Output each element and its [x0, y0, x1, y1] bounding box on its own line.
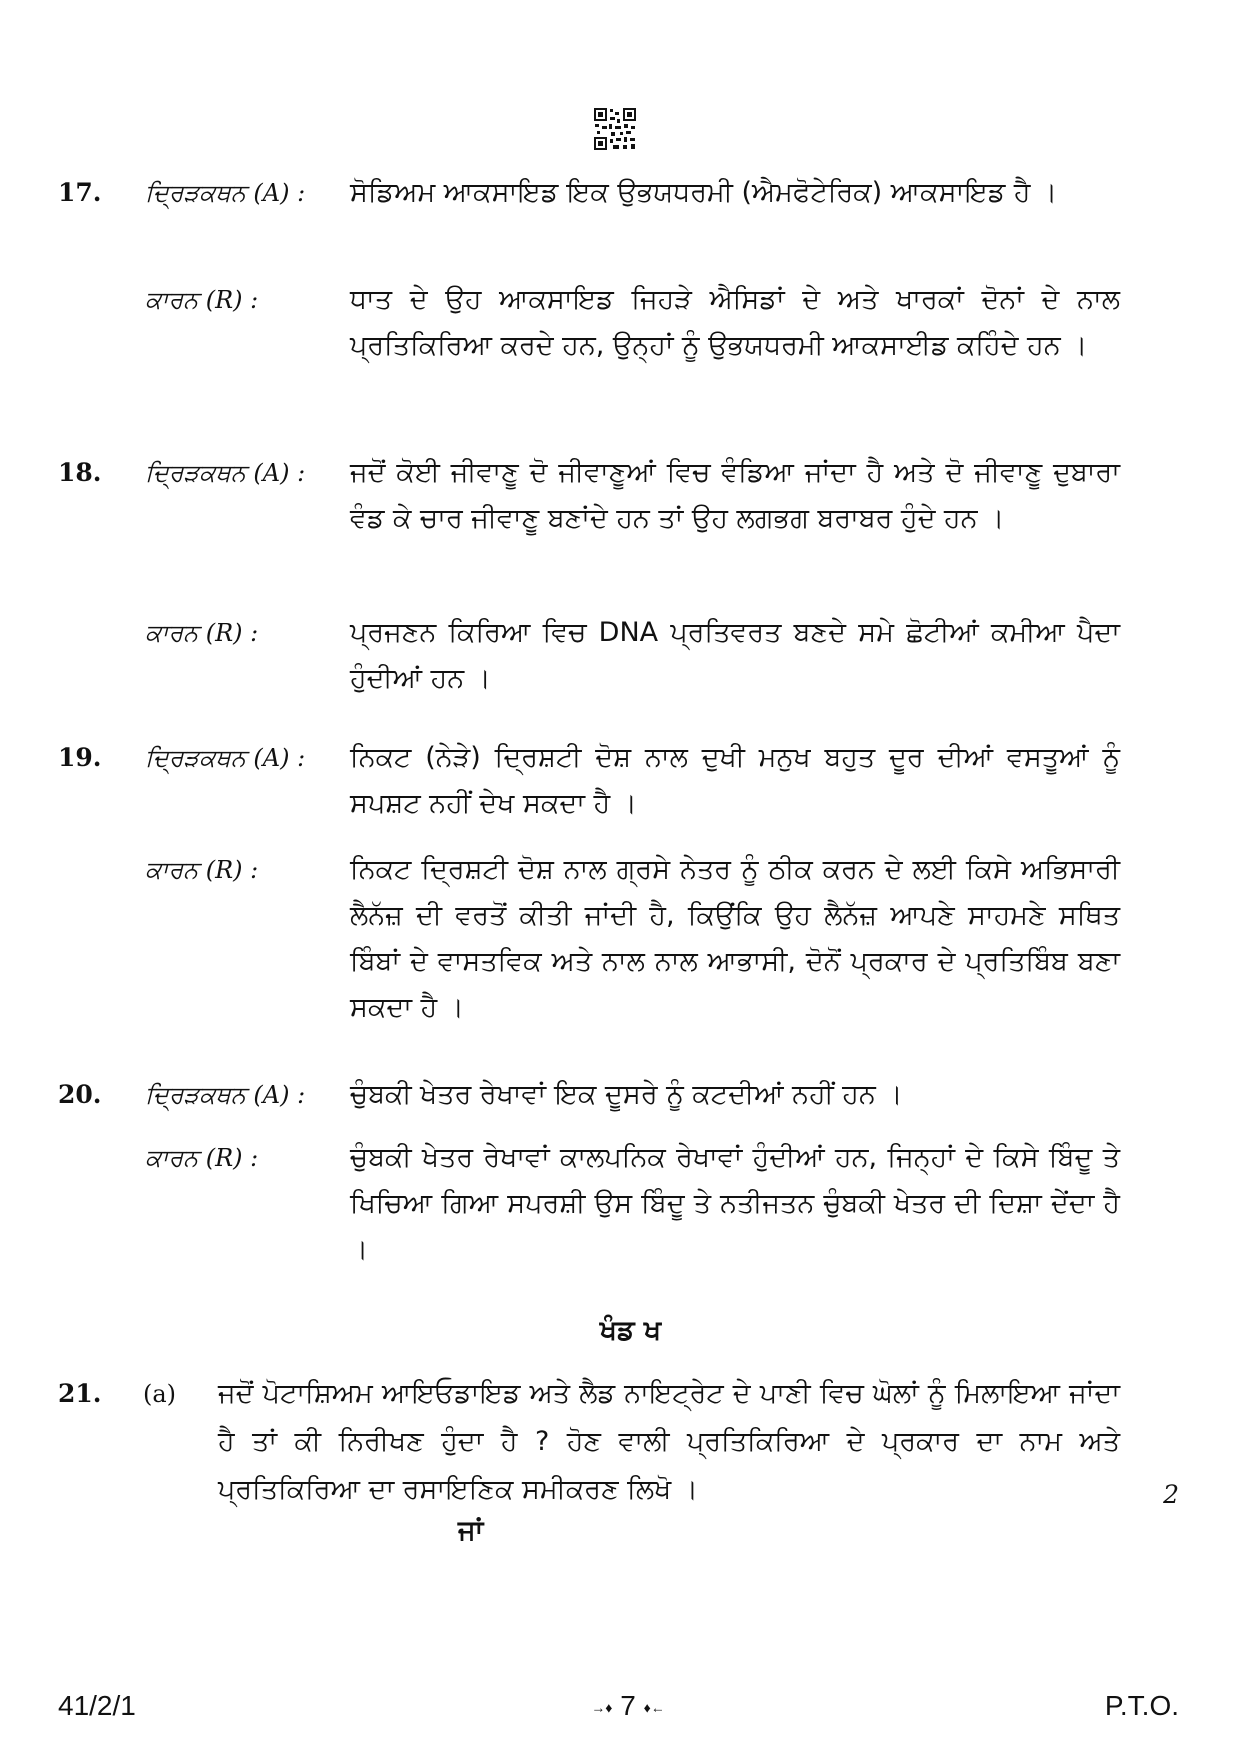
- assertion-label: ਦ੍ਰਿੜਕਥਨ (A) :: [145, 459, 306, 487]
- question-text: ਜਦੋਂ ਪੋਟਾਸ਼ਿਅਮ ਆਇਓਡਾਇਡ ਅਤੇ ਲੈਡ ਨਾਇਟ੍ਰੇਟ ਦੇ ਪਾਣੀ ਵਿਚ ਘੋਲਾਂ ਨੂੰ ਮਿਲਾਇਆ ਜਾਂਦਾ ਹੈ ਤਾਂ ਕੀ ਨਿਰੀਖਣ ਹੁੰਦਾ ਹੈ ? ਹੋਣ ਵਾਲੀ ਪ੍ਰਤਿਕਿਰਿਆ ਦੇ ਪ੍ਰਕਾਰ ਦਾ ਨਾਮ ਅਤੇ ਪ੍ਰਤਿਕਿਰਿਆ ਦਾ ਰਸਾਇਣਿਕ ਸਮੀਕਰਣ ਲਿਖੋ ।: [218, 1378, 1120, 1505]
- reason-label: ਕਾਰਨ (R) :: [145, 1144, 259, 1172]
- question-number: 21.: [58, 1379, 102, 1408]
- reason-label: ਕਾਰਨ (R) :: [145, 619, 259, 647]
- assertion-label: ਦ੍ਰਿੜਕਥਨ (A) :: [145, 179, 306, 207]
- ornament-left-icon: →♦: [591, 1699, 613, 1716]
- or-separator: ਜਾਂ: [458, 1515, 484, 1546]
- ornament-right-icon: ♦←: [643, 1699, 665, 1716]
- assertion-text: ਸੋਡਿਅਮ ਆਕਸਾਇਡ ਇਕ ਉਭਯਧਰਮੀ (ਐਮਫੋਟੇਰਿਕ) ਆਕਸਾਇਡ ਹੈ ।: [350, 177, 1058, 208]
- page-number-container: [0, 1690, 1241, 1722]
- question-number: 19.: [58, 743, 102, 772]
- question-number: 17.: [58, 178, 102, 207]
- pto-label: P.T.O.: [1104, 1690, 1179, 1721]
- paper-code: 41/2/1: [58, 1690, 136, 1721]
- reason-text: ਧਾਤ ਦੇ ਉਹ ਆਕਸਾਇਡ ਜਿਹੜੇ ਐਸਿਡਾਂ ਦੇ ਅਤੇ ਖਾਰਕਾਂ ਦੋਨਾਂ ਦੇ ਨਾਲ ਪ੍ਰਤਿਕਿਰਿਆ ਕਰਦੇ ਹਨ, ਉਨ੍ਹਾਂ ਨੂੰ ਉਭਯਧਰਮੀ ਆਕਸਾਈਡ ਕਹਿੰਦੇ ਹਨ ।: [350, 284, 1120, 361]
- sub-question-label: (a): [143, 1380, 177, 1408]
- assertion-label: ਦ੍ਰਿੜਕਥਨ (A) :: [145, 1081, 306, 1109]
- question-number: 18.: [58, 458, 102, 487]
- qr-code-icon: [593, 107, 637, 151]
- reason-text: ਪ੍ਰਜਣਨ ਕਿਰਿਆ ਵਿਚ DNA ਪ੍ਰਤਿਵਰਤ ਬਣਦੇ ਸਮੇ ਛੋਟੀਆਂ ਕਮੀਆ ਪੈਦਾ ਹੁੰਦੀਆਂ ਹਨ ।: [350, 617, 1120, 694]
- question-number: 20.: [58, 1080, 102, 1109]
- assertion-text: ਚੁੰਬਕੀ ਖੇਤਰ ਰੇਖਾਵਾਂ ਇਕ ਦੂਸਰੇ ਨੂੰ ਕਟਦੀਆਂ ਨਹੀਂ ਹਨ ।: [350, 1079, 903, 1110]
- assertion-label: ਦ੍ਰਿੜਕਥਨ (A) :: [145, 744, 306, 772]
- page-number: 7: [620, 1690, 636, 1721]
- assertion-text: ਨਿਕਟ (ਨੇੜੇ) ਦ੍ਰਿਸ਼ਟੀ ਦੋਸ਼ ਨਾਲ ਦੁਖੀ ਮਨੁਖ ਬਹੁਤ ਦੂਰ ਦੀਆਂ ਵਸਤੂਆਂ ਨੂੰ ਸਪਸ਼ਟ ਨਹੀਂ ਦੇਖ ਸਕਦਾ ਹੈ ।: [350, 742, 1120, 819]
- marks: 2: [1163, 1480, 1179, 1509]
- reason-label: ਕਾਰਨ (R) :: [145, 286, 259, 314]
- reason-text: ਚੁੰਬਕੀ ਖੇਤਰ ਰੇਖਾਵਾਂ ਕਾਲਪਨਿਕ ਰੇਖਾਵਾਂ ਹੁੰਦੀਆਂ ਹਨ, ਜਿਨ੍ਹਾਂ ਦੇ ਕਿਸੇ ਬਿੰਦੂ ਤੇ ਖਿਚਿਆ ਗਿਆ ਸਪਰਸ਼ੀ ਉਸ ਬਿੰਦੂ ਤੇ ਨਤੀਜਤਨ ਚੁੰਬਕੀ ਖੇਤਰ ਦੀ ਦਿਸ਼ਾ ਦੇਂਦਾ ਹੈ ।: [350, 1142, 1120, 1265]
- reason-text: ਨਿਕਟ ਦ੍ਰਿਸ਼ਟੀ ਦੋਸ਼ ਨਾਲ ਗ੍ਰਸੇ ਨੇਤਰ ਨੂੰ ਠੀਕ ਕਰਨ ਦੇ ਲਈ ਕਿਸੇ ਅਭਿਸਾਰੀ ਲੈਨੱਜ਼ ਦੀ ਵਰਤੋਂ ਕੀਤੀ ਜਾਂਦੀ ਹੈ, ਕਿਉਂਕਿ ਉਹ ਲੈਨੱਜ਼ ਆਪਣੇ ਸਾਹਮਣੇ ਸਥਿਤ ਬਿੰਬਾਂ ਦੇ ਵਾਸਤਵਿਕ ਅਤੇ ਨਾਲ ਨਾਲ ਆਭਾਸੀ, ਦੋਨੋਂ ਪ੍ਰਕਾਰ ਦੇ ਪ੍ਰਤਿਬਿੰਬ ਬਣਾ ਸਕਦਾ ਹੈ ।: [350, 854, 1120, 1023]
- assertion-text: ਜਦੋਂ ਕੋਈ ਜੀਵਾਣੂ ਦੋ ਜੀਵਾਣੂਆਂ ਵਿਚ ਵੰਡਿਆ ਜਾਂਦਾ ਹੈ ਅਤੇ ਦੋ ਜੀਵਾਣੂ ਦੁਬਾਰਾ ਵੰਡ ਕੇ ਚਾਰ ਜੀਵਾਣੂ ਬਣਾਂਦੇ ਹਨ ਤਾਂ ਉਹ ਲਗਭਗ ਬਰਾਬਰ ਹੁੰਦੇ ਹਨ ।: [350, 457, 1120, 534]
- section-title: ਖੰਡ ਖ: [599, 1315, 662, 1346]
- reason-label: ਕਾਰਨ (R) :: [145, 856, 259, 884]
